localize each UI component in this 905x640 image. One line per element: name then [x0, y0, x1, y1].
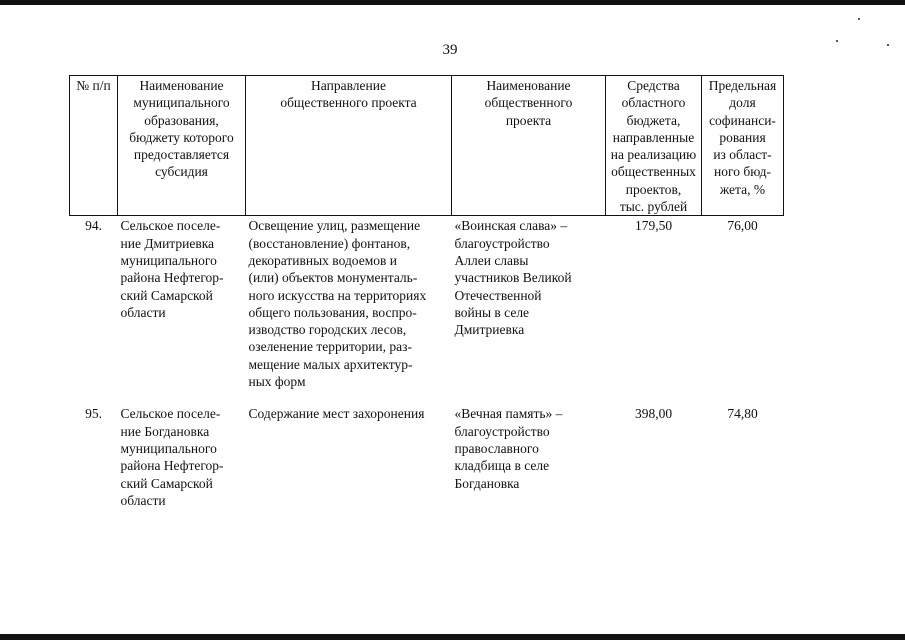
- header-project-direction: Направление общественного проекта: [246, 76, 452, 216]
- row-cofinancing-share: 74,80: [727, 406, 758, 422]
- header-cofinancing-share: Предельная доля софинанси- рования из област- ного бюд- жета, %: [702, 76, 784, 216]
- row-project-direction: Освещение улиц, размещение (восстановление) фонтанов, декоративных водоемов и (или) объектов монументаль- ного искусства на территориях общего пользования, воспро- изводство городских лесов, озеленение территории, раз- мещение малых архитектур- ных форм: [248, 218, 427, 390]
- scan-border-bottom: [0, 634, 905, 640]
- scan-border-top: [0, 0, 905, 5]
- table-header-row: [70, 76, 784, 216]
- row-municipality: Сельское поселе- ние Богдановка муниципального района Нефтегор- ский Самарской области: [120, 406, 224, 508]
- row-project-name: «Вечная память» – благоустройство православного кладбища в селе Богдановка: [454, 406, 563, 491]
- row-cofinancing-share: 76,00: [727, 218, 758, 234]
- row-municipality: Сельское поселе- ние Дмитриевка муниципального района Нефтегор- ский Самарской области: [120, 218, 224, 320]
- table-row: [70, 216, 784, 404]
- row-number: 95.: [85, 406, 102, 422]
- row-regional-funds: 179,50: [634, 218, 673, 234]
- scan-speck: [858, 18, 860, 20]
- header-number: № п/п: [70, 76, 118, 216]
- header-municipality: Наименование муниципального образования, бюджету которого предоставляется субсидия: [118, 76, 246, 216]
- page-number: 39: [442, 42, 458, 58]
- row-project-name: «Воинская слава» – благоустройство Аллеи славы участников Великой Отечественной войны в селе Дмитриевка: [454, 218, 572, 338]
- header-project-name: Наименование общественного проекта: [452, 76, 606, 216]
- subsidy-table: [69, 75, 784, 509]
- row-regional-funds: 398,00: [634, 406, 673, 422]
- scan-speck: [836, 40, 838, 42]
- table-row: [70, 404, 784, 509]
- row-number: 94.: [85, 218, 102, 234]
- scan-speck: [887, 44, 889, 46]
- row-project-direction: Содержание мест захоронения: [248, 406, 425, 422]
- header-regional-funds: Средства областного бюджета, направленные на реализацию общественных проектов, тыс. рублей: [606, 76, 702, 216]
